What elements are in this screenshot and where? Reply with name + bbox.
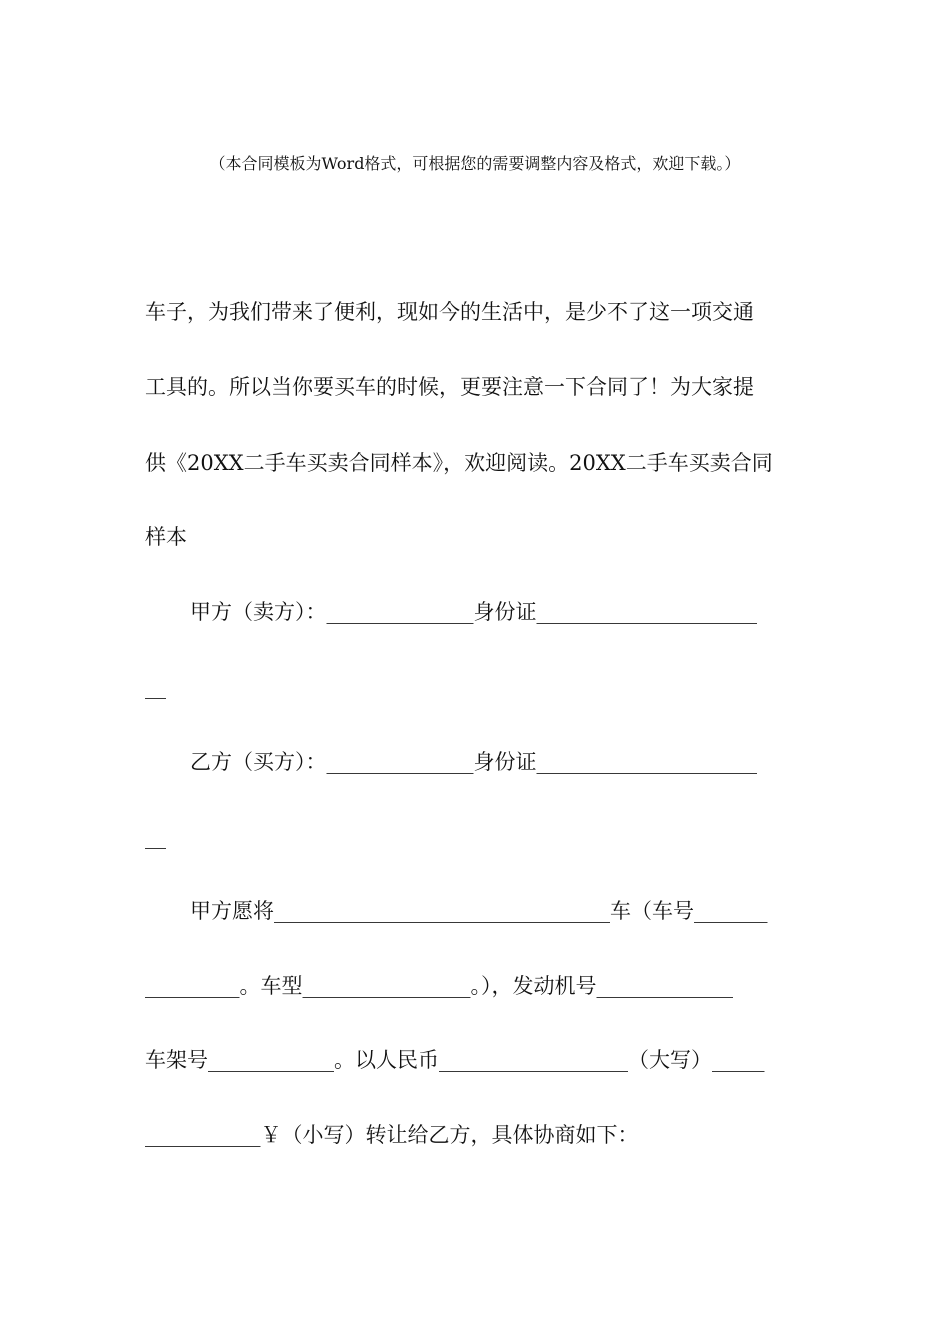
intro-line-1: 车子，为我们带来了便利，现如今的生活中，是少不了这一项交通 xyxy=(145,300,754,324)
template-note: （本合同模板为Word格式，可根据您的需要调整内容及格式，欢迎下载。） xyxy=(209,154,741,173)
vehicle-line-2: _________。车型________________。），发动机号_____________ xyxy=(145,974,733,998)
party-a-line: 甲方（卖方）：______________身份证_____________________ xyxy=(190,600,757,624)
intro-line-4: 样本 xyxy=(145,525,187,549)
vehicle-line-1: 甲方愿将________________________________车（车号_______ xyxy=(190,899,768,923)
vehicle-line-4: ___________￥（小写）转让给乙方，具体协商如下： xyxy=(145,1123,639,1147)
vehicle-line-3: 车架号____________。以人民币__________________（大写）_____ xyxy=(145,1048,765,1072)
intro-line-2: 工具的。所以当你要买车的时候，更要注意一下合同了！为大家提 xyxy=(145,375,754,399)
party-b-line: 乙方（买方）：______________身份证_____________________ xyxy=(190,750,757,774)
party-b-line-cont: __ xyxy=(145,825,166,849)
party-a-line-cont: __ xyxy=(145,675,166,699)
intro-line-3: 供《20XX二手车买卖合同样本》，欢迎阅读。20XX二手车买卖合同 xyxy=(145,451,773,475)
